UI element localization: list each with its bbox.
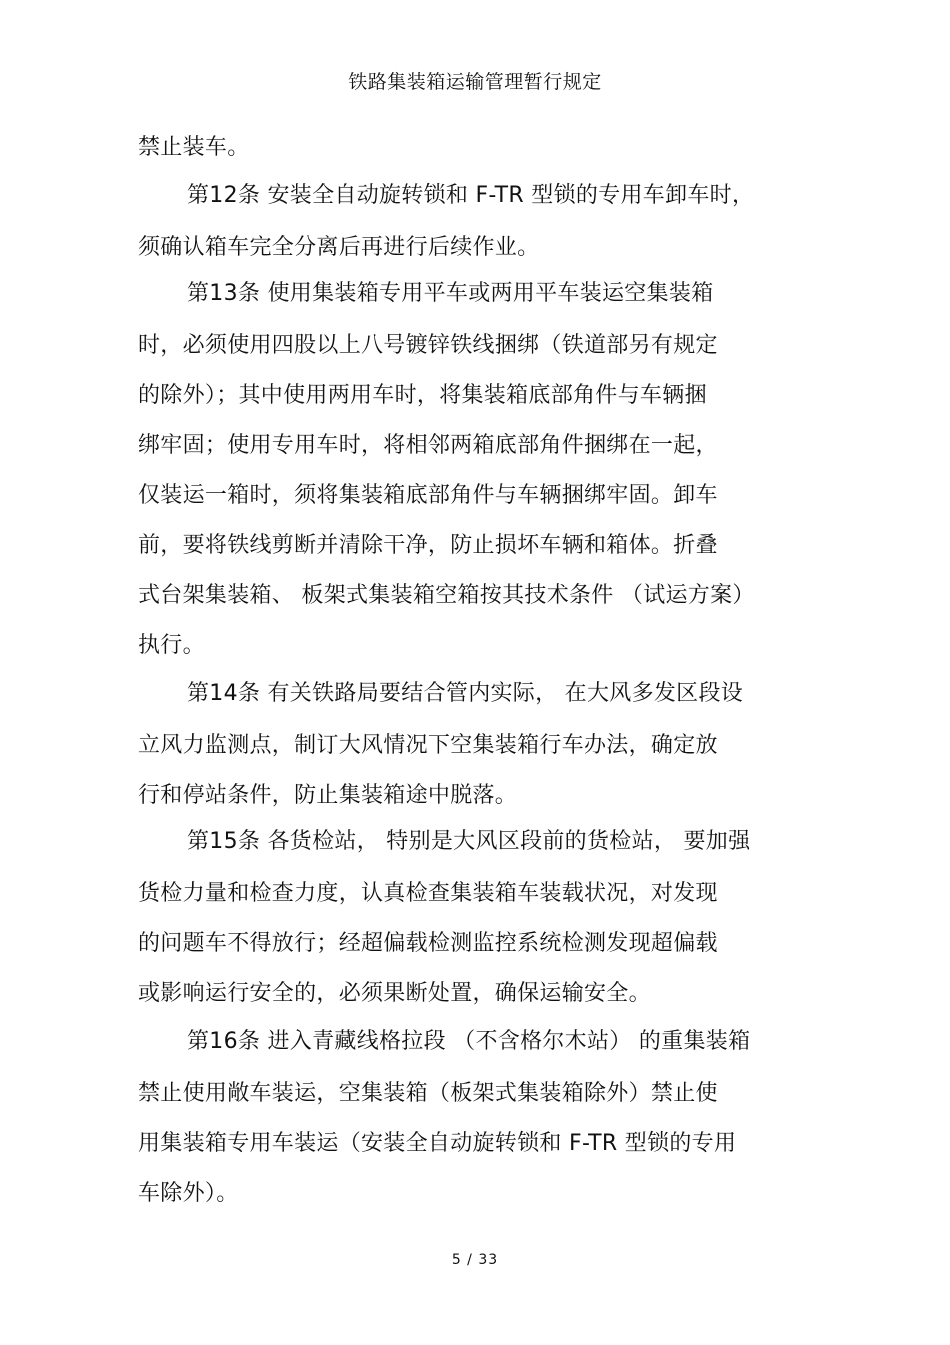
body-line: 仅装运一箱时，须将集装箱底部角件与车辆捆绑牢固。卸车 xyxy=(138,483,718,508)
article-14-line: 第14条 有关铁路局要结合管内实际， 在大风多发区段设 xyxy=(187,681,744,706)
body-line: 绑牢固；使用专用车时，将相邻两箱底部角件捆绑在一起， xyxy=(138,433,718,458)
body-line: 用集装箱专用车装运（安装全自动旋转锁和 F-TR 型锁的专用 xyxy=(138,1131,737,1156)
body-line: 的除外）；其中使用两用车时，将集装箱底部角件与车辆捆 xyxy=(138,383,707,408)
body-line: 禁止装车。 xyxy=(138,135,250,160)
body-line: 前，要将铁线剪断并清除干净，防止损坏车辆和箱体。折叠 xyxy=(138,533,718,558)
page-number: 5 / 33 xyxy=(451,1252,499,1268)
body-line: 车除外）。 xyxy=(138,1181,239,1206)
body-line: 禁止使用敞车装运，空集装箱（板架式集装箱除外）禁止使 xyxy=(138,1081,718,1106)
body-line: 时，必须使用四股以上八号镀锌铁线捆绑（铁道部另有规定 xyxy=(138,333,718,358)
body-line: 货检力量和检查力度，认真检查集装箱车装载状况，对发现 xyxy=(138,881,718,906)
article-16-line: 第16条 进入青藏线格拉段 （不含格尔木站） 的重集装箱 xyxy=(187,1029,751,1054)
page-header-title: 铁路集装箱运输管理暂行规定 xyxy=(348,71,602,93)
article-12-line: 第12条 安装全自动旋转锁和 F-TR 型锁的专用车卸车时， xyxy=(187,183,755,208)
body-line: 行和停站条件，防止集装箱途中脱落。 xyxy=(138,783,518,808)
body-line: 须确认箱车完全分离后再进行后续作业。 xyxy=(138,235,540,260)
body-line: 执行。 xyxy=(138,633,205,658)
article-15-line: 第15条 各货检站， 特别是大风区段前的货检站， 要加强 xyxy=(187,829,751,854)
body-line: 的问题车不得放行；经超偏载检测监控系统检测发现超偏载 xyxy=(138,931,718,956)
body-line: 立风力监测点，制订大风情况下空集装箱行车办法，确定放 xyxy=(138,733,718,758)
body-line: 或影响运行安全的，必须果断处置，确保运输安全。 xyxy=(138,981,651,1006)
article-13-line: 第13条 使用集装箱专用平车或两用平车装运空集装箱 xyxy=(187,281,714,306)
body-line: 式台架集装箱、 板架式集装箱空箱按其技术条件 （试运方案） xyxy=(138,583,755,608)
